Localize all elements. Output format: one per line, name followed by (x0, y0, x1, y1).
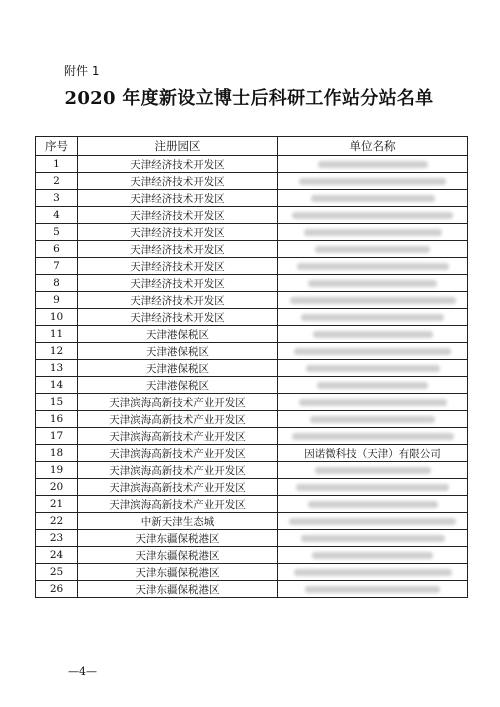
attachment-label: 附件 1 (64, 64, 100, 78)
row-zone: 天津东疆保税港区 (78, 564, 278, 581)
row-unit-name (278, 530, 468, 547)
table-row (36, 173, 468, 190)
row-zone: 天津经济技术开发区 (78, 224, 278, 241)
table-row (36, 207, 468, 224)
table-row (36, 360, 468, 377)
redacted-unit-name (292, 433, 454, 440)
table-row (36, 581, 468, 598)
redacted-unit-name (299, 399, 447, 406)
redacted-unit-name (301, 535, 445, 542)
row-zone: 天津东疆保税港区 (78, 581, 278, 598)
row-number: 24 (36, 547, 78, 564)
table-row (36, 411, 468, 428)
row-zone: 天津滨海高新技术产业开发区 (78, 394, 278, 411)
row-unit-name (278, 326, 468, 343)
row-unit-name (278, 190, 468, 207)
row-zone: 天津经济技术开发区 (78, 190, 278, 207)
row-number: 7 (36, 258, 78, 275)
redacted-unit-name (306, 365, 440, 372)
row-number: 20 (36, 479, 78, 496)
row-zone: 天津东疆保税港区 (78, 530, 278, 547)
redacted-unit-name (308, 280, 437, 287)
row-zone: 天津经济技术开发区 (78, 292, 278, 309)
redacted-unit-name (294, 348, 451, 355)
row-zone: 天津经济技术开发区 (78, 309, 278, 326)
row-number: 16 (36, 411, 78, 428)
table-row (36, 224, 468, 241)
row-number: 1 (36, 156, 78, 173)
row-number: 6 (36, 241, 78, 258)
table-row (36, 479, 468, 496)
redacted-unit-name (311, 195, 435, 202)
row-number: 26 (36, 581, 78, 598)
row-unit-name (278, 462, 468, 479)
table-row (36, 258, 468, 275)
row-zone: 天津经济技术开发区 (78, 241, 278, 258)
row-unit-name (278, 207, 468, 224)
row-zone: 天津经济技术开发区 (78, 207, 278, 224)
table-row (36, 394, 468, 411)
row-unit-name (278, 275, 468, 292)
row-zone: 天津滨海高新技术产业开发区 (78, 462, 278, 479)
table-row (36, 496, 468, 513)
row-zone: 天津港保税区 (78, 377, 278, 394)
redacted-unit-name (318, 161, 428, 168)
row-number: 21 (36, 496, 78, 513)
row-unit-name (278, 564, 468, 581)
table-row (36, 241, 468, 258)
row-unit-name: 因诺微科技（天津）有限公司 (278, 445, 468, 462)
row-zone: 天津东疆保税港区 (78, 547, 278, 564)
row-number: 18 (36, 445, 78, 462)
row-number: 10 (36, 309, 78, 326)
row-number: 17 (36, 428, 78, 445)
header-zone: 注册园区 (78, 137, 278, 156)
redacted-unit-name (297, 263, 449, 270)
table-row (36, 377, 468, 394)
redacted-unit-name (305, 586, 440, 593)
redacted-unit-name (304, 229, 442, 236)
row-unit-name (278, 513, 468, 530)
row-number: 25 (36, 564, 78, 581)
redacted-unit-name (289, 518, 456, 525)
row-number: 15 (36, 394, 78, 411)
row-unit-name (278, 309, 468, 326)
row-unit-name (278, 479, 468, 496)
row-number: 19 (36, 462, 78, 479)
row-zone: 中新天津生态城 (78, 513, 278, 530)
redacted-unit-name (310, 416, 435, 423)
redacted-unit-name (308, 501, 438, 508)
redacted-unit-name (315, 246, 430, 253)
redacted-unit-name (301, 314, 444, 321)
row-number: 14 (36, 377, 78, 394)
table-row (36, 275, 468, 292)
roster-table (35, 136, 468, 598)
row-zone: 天津滨海高新技术产业开发区 (78, 445, 278, 462)
row-unit-name (278, 581, 468, 598)
table-row (36, 530, 468, 547)
row-number: 8 (36, 275, 78, 292)
row-unit-name (278, 411, 468, 428)
table-row (36, 445, 468, 462)
row-unit-name (278, 377, 468, 394)
row-number: 23 (36, 530, 78, 547)
redacted-unit-name (292, 212, 453, 219)
table-row (36, 547, 468, 564)
table-row (36, 292, 468, 309)
row-zone: 天津滨海高新技术产业开发区 (78, 496, 278, 513)
row-number: 2 (36, 173, 78, 190)
row-unit-name (278, 394, 468, 411)
row-unit-name (278, 428, 468, 445)
table-row (36, 428, 468, 445)
table-header-row (36, 137, 468, 156)
row-number: 9 (36, 292, 78, 309)
table-row (36, 343, 468, 360)
row-number: 22 (36, 513, 78, 530)
row-unit-name (278, 156, 468, 173)
row-zone: 天津经济技术开发区 (78, 156, 278, 173)
row-unit-name (278, 547, 468, 564)
redacted-unit-name (290, 297, 456, 304)
row-unit-name (278, 258, 468, 275)
table-row (36, 326, 468, 343)
redacted-unit-name (317, 382, 428, 389)
table-row (36, 564, 468, 581)
row-zone: 天津经济技术开发区 (78, 275, 278, 292)
row-zone: 天津滨海高新技术产业开发区 (78, 479, 278, 496)
row-zone: 天津经济技术开发区 (78, 258, 278, 275)
document-title: 2020 年度新设立博士后科研工作站分站名单 (64, 88, 434, 109)
row-unit-name (278, 360, 468, 377)
redacted-unit-name (313, 331, 433, 338)
row-zone: 天津滨海高新技术产业开发区 (78, 411, 278, 428)
row-number: 4 (36, 207, 78, 224)
redacted-unit-name (299, 178, 446, 185)
row-zone: 天津滨海高新技术产业开发区 (78, 428, 278, 445)
row-zone: 天津港保税区 (78, 326, 278, 343)
row-zone: 天津港保税区 (78, 343, 278, 360)
row-unit-name (278, 292, 468, 309)
table-row (36, 190, 468, 207)
table-row (36, 462, 468, 479)
table-row (36, 309, 468, 326)
row-number: 3 (36, 190, 78, 207)
table-row (36, 156, 468, 173)
header-number: 序号 (36, 137, 78, 156)
header-unit: 单位名称 (278, 137, 468, 156)
row-number: 13 (36, 360, 78, 377)
row-unit-name (278, 241, 468, 258)
row-unit-name (278, 496, 468, 513)
redacted-unit-name (312, 552, 433, 559)
row-number: 11 (36, 326, 78, 343)
row-zone: 天津经济技术开发区 (78, 173, 278, 190)
row-unit-name (278, 224, 468, 241)
row-number: 5 (36, 224, 78, 241)
row-number: 12 (36, 343, 78, 360)
row-zone: 天津港保税区 (78, 360, 278, 377)
row-unit-name (278, 343, 468, 360)
page-number: —4— (68, 665, 97, 678)
table-body (36, 156, 468, 598)
redacted-unit-name (296, 484, 449, 491)
row-unit-name (278, 173, 468, 190)
redacted-unit-name (315, 467, 431, 474)
redacted-unit-name (294, 569, 452, 576)
table-row (36, 513, 468, 530)
